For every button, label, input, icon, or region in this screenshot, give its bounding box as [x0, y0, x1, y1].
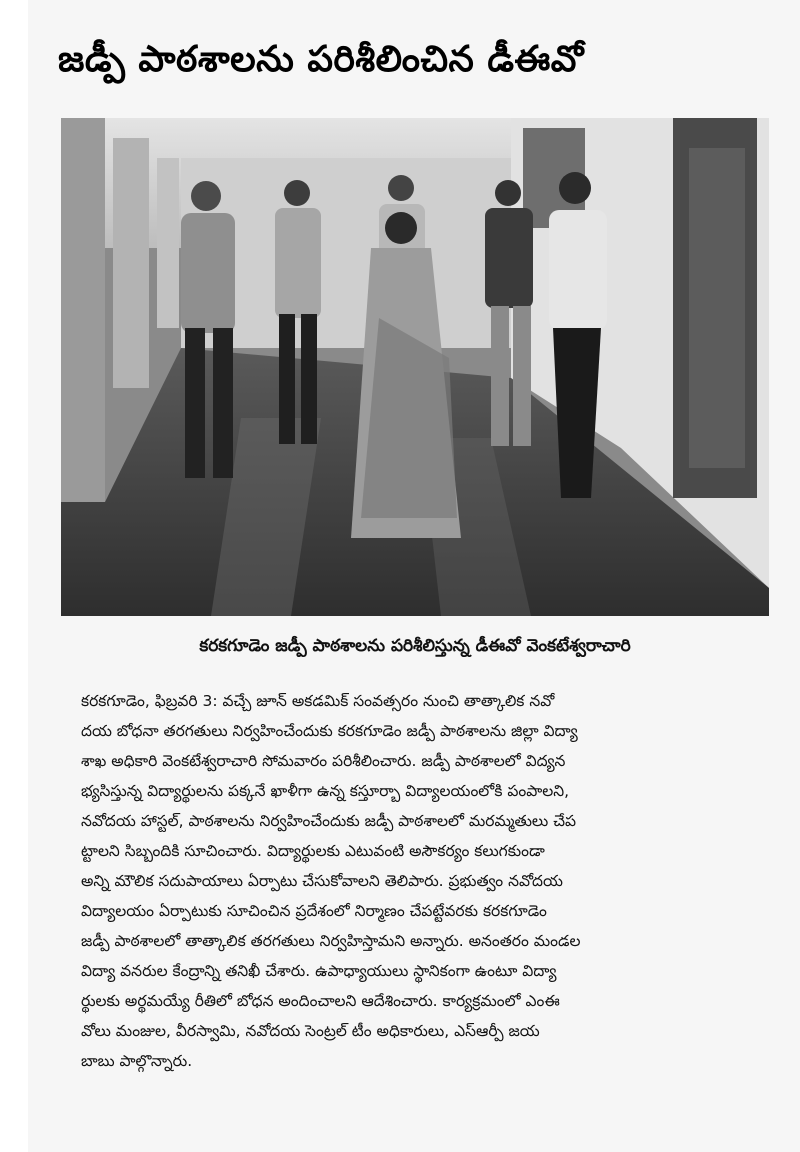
door-panel: [689, 148, 745, 468]
pillar-left: [61, 118, 105, 502]
body-line: నవోదయ హాస్టల్, పాఠశాలను నిర్వహించేందుకు జడ్పీ పాఠశాలలో మరమ్మతులు చేప: [81, 812, 577, 830]
article-photo: [61, 118, 769, 616]
body-line: బాబు పాల్గొన్నారు.: [81, 1052, 193, 1070]
corridor-photo-illustration: [61, 118, 769, 616]
pillar-mid: [113, 138, 149, 388]
body-line: అన్ని మౌలిక సదుపాయాలు ఏర్పాటు చేసుకోవాలని తెలిపారు. ప్రభుత్వం నవోదయ: [81, 872, 563, 890]
body-line: దయ బోధనా తరగతులు నిర్వహించేందుకు కరకగూడెం జడ్పీ పాఠశాలను జిల్లా విద్యా: [81, 722, 578, 740]
article-headline: జడ్పీ పాఠశాలను పరిశీలించిన డీఈవో: [58, 39, 584, 80]
body-line: ర్థులకు అర్థమయ్యే రీతిలో బోధన అందించాలని ఆదేశించారు. కార్యక్రమంలో ఎంఈ: [81, 992, 560, 1010]
body-line: ట్టాలని సిబ్బందికి సూచించారు. విద్యార్థులకు ఎటువంటి అసౌకర్యం కలుగకుండా: [81, 842, 545, 860]
body-line: శాఖ అధికారి వెంకటేశ్వరాచారి సోమవారం పరిశీలించారు. జడ్పీ పాఠశాలలో విద్యన: [81, 752, 566, 770]
body-line: భ్యసిస్తున్న విద్యార్థులను పక్కనే ఖాళీగా ఉన్న కస్తూర్బా విద్యాలయంలోకి పంపాలని,: [81, 782, 570, 800]
body-line: జడ్పీ పాఠశాలలో తాత్కాలిక తరగతులు నిర్వహిస్తామని అన్నారు. అనంతరం మండల: [81, 932, 581, 950]
article-body: [81, 686, 769, 1076]
body-line: వోలు మంజుల, వీరస్వామి, నవోదయ సెంట్రల్ టీం అధికారులు, ఎస్ఆర్పీ జయ: [81, 1022, 540, 1040]
body-line: కరకగూడెం, ఫిబ్రవరి 3: వచ్చే జూన్ అకడమిక్ సంవత్సరం నుంచి తాత్కాలిక నవో: [81, 692, 555, 710]
body-line: విద్యాలయం ఏర్పాటుకు సూచించిన ప్రదేశంలో నిర్మాణం చేపట్టేవరకు కరకగూడెం: [81, 902, 547, 920]
person-figure: [485, 180, 533, 446]
body-line: విద్యా వనరుల కేంద్రాన్ని తనిఖీ చేశారు. ఉపాధ్యాయులు స్థానికంగా ఉంటూ విద్యా: [81, 962, 557, 980]
photo-caption: కరకగూడెం జడ్పీ పాఠశాలను పరిశీలిస్తున్న డీఈవో వెంకటేశ్వరాచారి: [199, 636, 631, 656]
pillar-back: [157, 158, 179, 328]
